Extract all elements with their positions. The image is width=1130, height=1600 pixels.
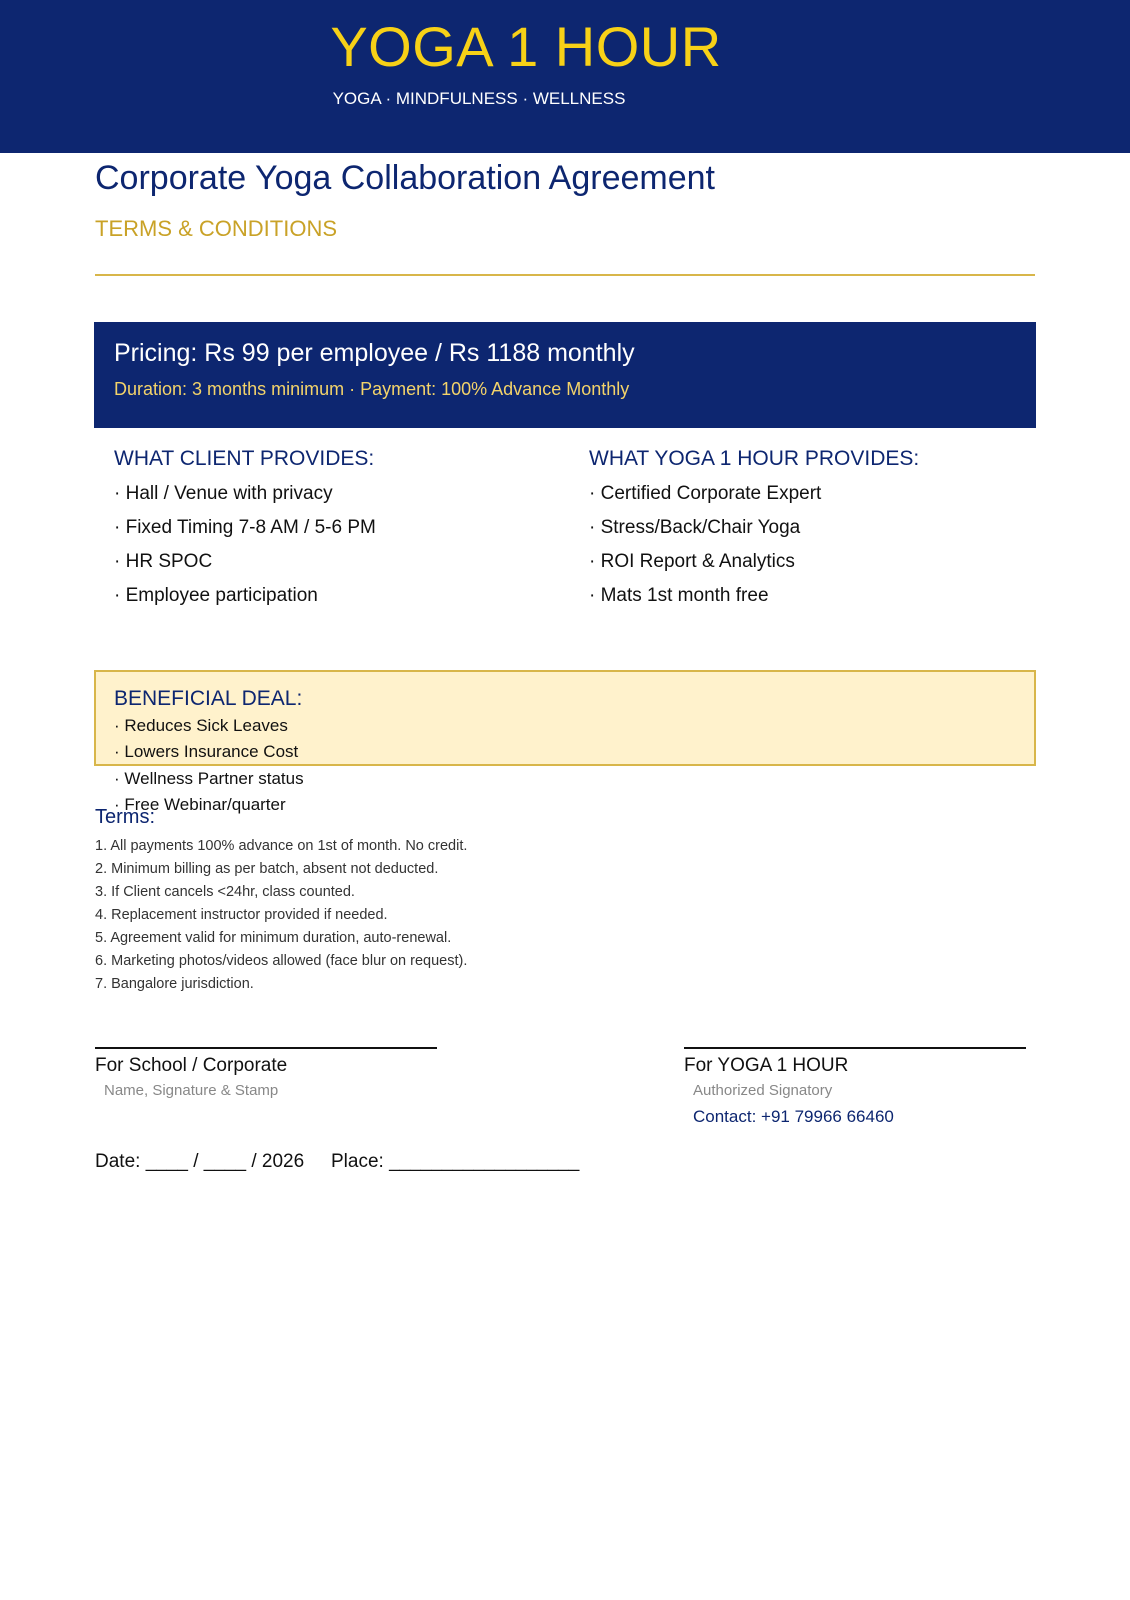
provider-signature-caption: Authorized Signatory (693, 1082, 833, 1099)
contact-number: Contact: +91 79966 66460 (693, 1107, 894, 1126)
provider-item: · ROI Report & Analytics (589, 551, 795, 572)
brand-tagline: YOGA · MINDFULNESS · WELLNESS (332, 89, 626, 108)
client-item: · Employee participation (114, 585, 318, 606)
terms-heading: Terms: (95, 806, 155, 828)
client-signature-line (95, 1047, 437, 1049)
pricing-main-text: Pricing: Rs 99 per employee / Rs 1188 monthly (114, 339, 635, 367)
term-item: 7. Bangalore jurisdiction. (95, 976, 254, 992)
provider-item: · Certified Corporate Expert (589, 483, 822, 504)
divider (95, 274, 1035, 276)
deal-item: · Reduces Sick Leaves (114, 716, 288, 735)
term-item: 1. All payments 100% advance on 1st of month. No credit. (95, 838, 468, 854)
client-signature-party: For School / Corporate (95, 1055, 288, 1076)
document-title: Corporate Yoga Collaboration Agreement (95, 159, 715, 197)
deal-item: · Free Webinar/quarter (114, 795, 286, 814)
date-field: Date: ____ / ____ / 2026 (95, 1151, 305, 1172)
client-signature-caption: Name, Signature & Stamp (104, 1082, 279, 1099)
term-item: 3. If Client cancels <24hr, class counted. (95, 884, 355, 900)
term-item: 4. Replacement instructor provided if needed. (95, 907, 388, 923)
client-item: · HR SPOC (114, 551, 213, 572)
term-item: 6. Marketing photos/videos allowed (face blur on request). (95, 953, 468, 969)
provider-item: · Stress/Back/Chair Yoga (589, 517, 801, 538)
brand-title: YOGA 1 HOUR (330, 15, 722, 78)
client-provides-heading: WHAT CLIENT PROVIDES: (114, 447, 375, 470)
document-subtitle: TERMS & CONDITIONS (95, 216, 338, 241)
deal-item: · Lowers Insurance Cost (114, 742, 299, 761)
provider-signature-line (684, 1047, 1026, 1049)
provider-provides-heading: WHAT YOGA 1 HOUR PROVIDES: (589, 447, 920, 470)
deal-item: · Wellness Partner status (114, 769, 304, 788)
client-item: · Hall / Venue with privacy (114, 483, 333, 504)
term-item: 2. Minimum billing as per batch, absent not deducted. (95, 861, 439, 877)
place-field: Place: __________________ (331, 1151, 580, 1172)
client-item: · Fixed Timing 7-8 AM / 5-6 PM (114, 517, 376, 538)
provider-signature-party: For YOGA 1 HOUR (684, 1055, 849, 1076)
term-item: 5. Agreement valid for minimum duration, auto-renewal. (95, 930, 452, 946)
provider-item: · Mats 1st month free (589, 585, 769, 606)
pricing-sub-text: Duration: 3 months minimum · Payment: 100% Advance Monthly (114, 379, 630, 399)
beneficial-deal-heading: BENEFICIAL DEAL: (114, 687, 303, 710)
